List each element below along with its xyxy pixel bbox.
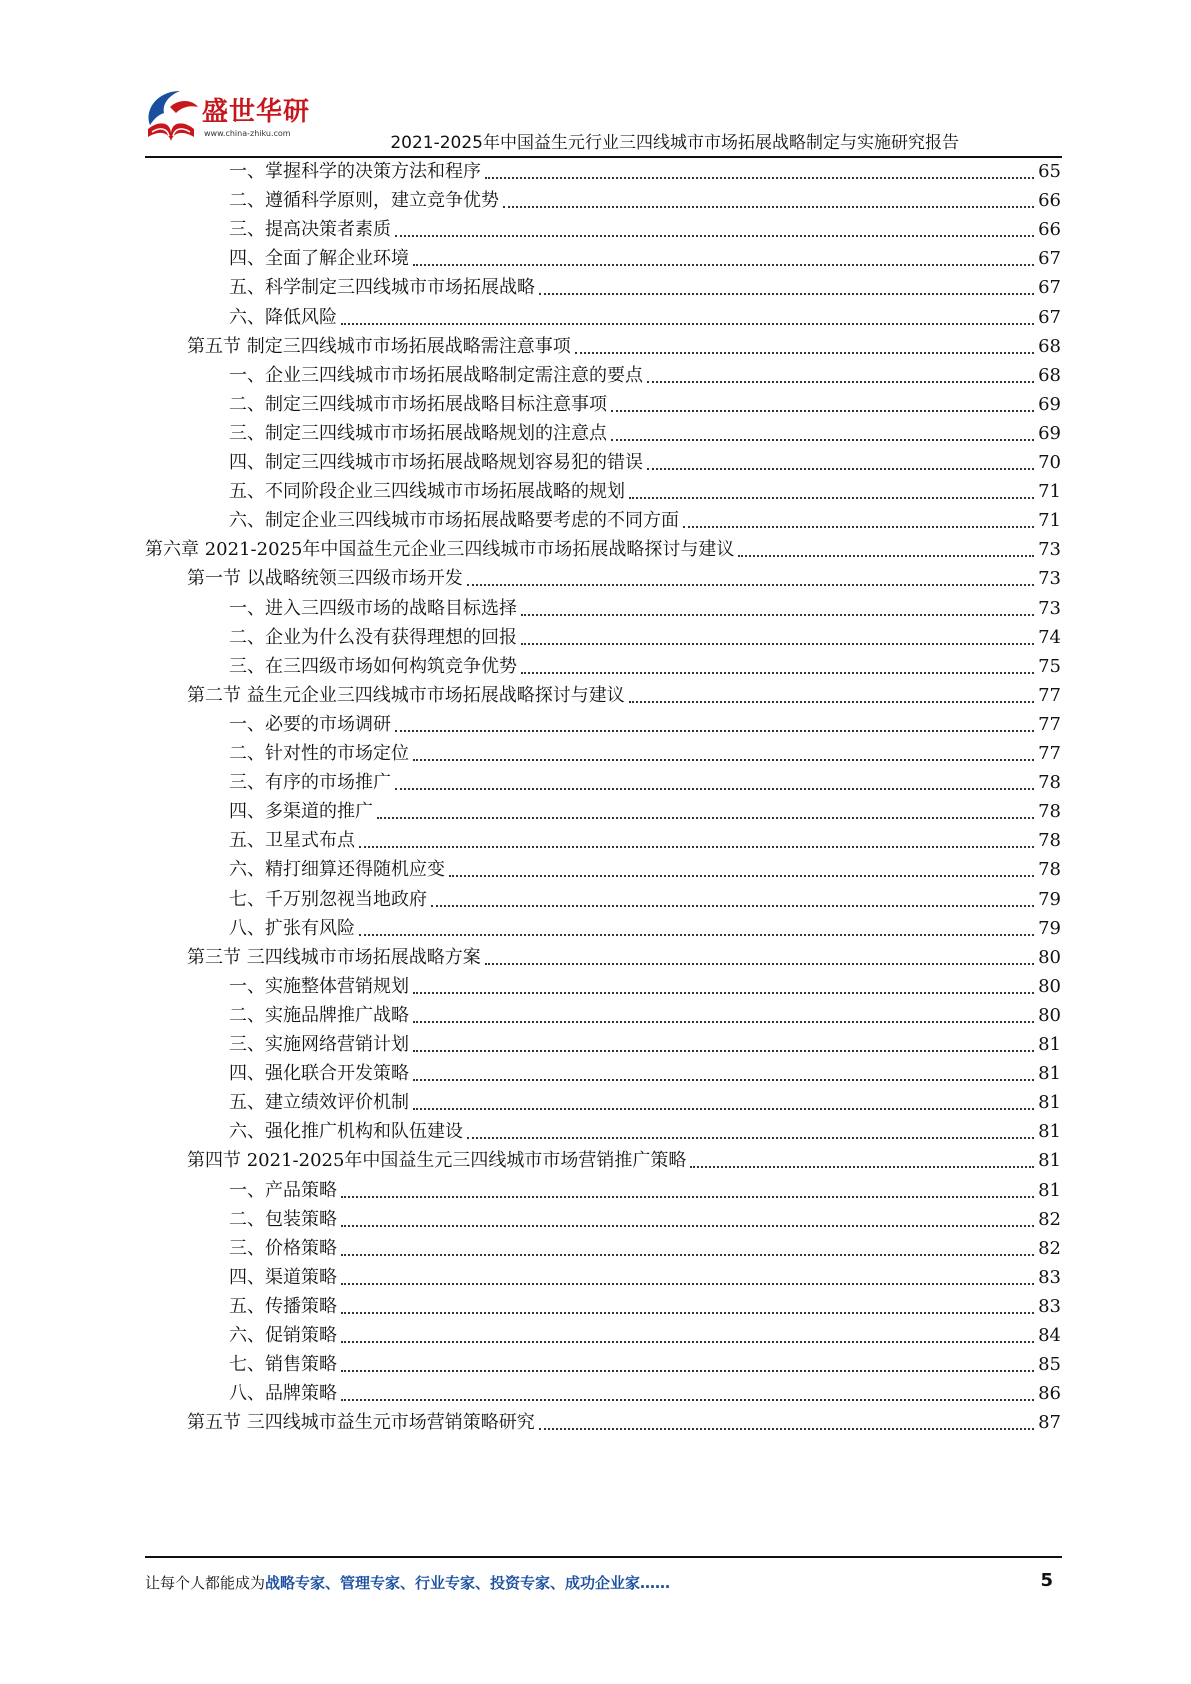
toc-entry-page: 77 xyxy=(1038,684,1061,706)
toc-entry-title: 三、有序的市场推广 xyxy=(229,772,391,794)
toc-entry-page: 75 xyxy=(1038,655,1061,677)
toc-entry[interactable] xyxy=(229,1031,1061,1059)
company-logo xyxy=(140,85,340,150)
toc-dot-leader xyxy=(413,1108,1034,1110)
toc-entry-title: 六、制定企业三四线城市市场拓展战略要考虑的不同方面 xyxy=(229,510,679,532)
toc-entry[interactable] xyxy=(229,595,1061,623)
toc-entry[interactable] xyxy=(229,449,1061,477)
toc-entry[interactable] xyxy=(229,1351,1061,1379)
toc-entry-title: 五、建立绩效评价机制 xyxy=(229,1092,409,1114)
toc-entry[interactable] xyxy=(229,1060,1061,1088)
toc-entry-page: 78 xyxy=(1038,859,1061,881)
toc-dot-leader xyxy=(690,1166,1034,1168)
toc-dot-leader xyxy=(395,235,1034,237)
toc-entry[interactable] xyxy=(229,624,1061,652)
toc-entry-page: 71 xyxy=(1038,510,1061,532)
toc-entry-page: 78 xyxy=(1038,772,1061,794)
toc-entry[interactable] xyxy=(187,333,1061,361)
toc-dot-leader xyxy=(521,643,1034,645)
toc-dot-leader xyxy=(611,410,1034,412)
toc-dot-leader xyxy=(341,1399,1034,1401)
toc-entry[interactable] xyxy=(229,973,1061,1001)
toc-entry-page: 81 xyxy=(1038,1150,1061,1172)
toc-entry-title: 第五节 三四线城市益生元市场营销策略研究 xyxy=(187,1412,535,1434)
toc-entry-page: 80 xyxy=(1038,946,1061,968)
toc-entry[interactable] xyxy=(229,274,1061,302)
toc-entry[interactable] xyxy=(229,478,1061,506)
toc-entry[interactable] xyxy=(187,682,1061,710)
toc-dot-leader xyxy=(611,439,1034,441)
toc-entry[interactable] xyxy=(229,915,1061,943)
toc-dot-leader xyxy=(539,1428,1034,1430)
toc-entry-page: 82 xyxy=(1038,1237,1061,1259)
toc-entry-title: 六、促销策略 xyxy=(229,1325,337,1346)
toc-dot-leader xyxy=(413,759,1034,761)
toc-entry-page: 67 xyxy=(1038,248,1061,270)
toc-dot-leader xyxy=(359,846,1034,848)
toc-dot-leader xyxy=(647,468,1034,470)
toc-entry-page: 84 xyxy=(1038,1325,1061,1346)
toc-entry[interactable] xyxy=(229,304,1061,332)
toc-dot-leader xyxy=(521,614,1034,616)
toc-entry[interactable] xyxy=(229,1177,1061,1205)
toc-entry[interactable] xyxy=(229,1264,1061,1292)
toc-dot-leader xyxy=(539,293,1034,295)
toc-entry[interactable] xyxy=(229,1002,1061,1030)
toc-entry[interactable] xyxy=(229,856,1061,884)
toc-entry[interactable] xyxy=(187,565,1061,593)
toc-entry-page: 78 xyxy=(1038,801,1061,823)
toc-entry-title: 一、掌握科学的决策方法和程序 xyxy=(229,161,481,182)
toc-dot-leader xyxy=(341,1196,1034,1198)
toc-entry[interactable] xyxy=(229,507,1061,535)
toc-dot-leader xyxy=(485,963,1034,965)
toc-entry[interactable] xyxy=(229,245,1061,273)
toc-dot-leader xyxy=(341,323,1034,325)
toc-dot-leader xyxy=(738,555,1034,557)
toc-entry-page: 69 xyxy=(1038,422,1061,444)
toc-entry-page: 79 xyxy=(1038,917,1061,939)
slogan-lead: 让每个人都能成为 xyxy=(145,1574,266,1592)
toc-entry-title: 五、卫星式布点 xyxy=(229,830,355,852)
toc-entry-page: 67 xyxy=(1038,306,1061,328)
toc-dot-leader xyxy=(341,1225,1034,1227)
toc-entry-title: 四、渠道策略 xyxy=(229,1266,337,1288)
toc-entry[interactable] xyxy=(229,711,1061,739)
toc-entry-title: 八、扩张有风险 xyxy=(229,917,355,939)
toc-entry-page: 70 xyxy=(1038,452,1061,473)
toc-entry-title: 六、精打细算还得随机应变 xyxy=(229,859,445,881)
toc-entry[interactable] xyxy=(229,1293,1061,1321)
toc-entry-page: 77 xyxy=(1038,713,1061,735)
toc-dot-leader xyxy=(341,1283,1034,1285)
toc-dot-leader xyxy=(503,206,1034,208)
toc-entry-page: 77 xyxy=(1038,743,1061,764)
toc-entry-page: 81 xyxy=(1038,1179,1061,1201)
toc-entry[interactable] xyxy=(229,420,1061,448)
toc-entry-title: 七、千万别忽视当地政府 xyxy=(229,888,427,910)
toc-dot-leader xyxy=(647,381,1034,383)
toc-entry-page: 68 xyxy=(1038,335,1061,357)
toc-entry[interactable] xyxy=(229,187,1061,215)
toc-entry-title: 四、多渠道的推广 xyxy=(229,801,373,823)
toc-entry-page: 66 xyxy=(1038,190,1061,212)
toc-entry-title: 三、价格策略 xyxy=(229,1237,337,1259)
toc-dot-leader xyxy=(575,352,1034,354)
toc-dot-leader xyxy=(521,672,1034,674)
toc-dot-leader xyxy=(377,817,1034,819)
toc-dot-leader xyxy=(395,730,1034,732)
toc-dot-leader xyxy=(485,177,1034,179)
toc-entry-page: 73 xyxy=(1038,597,1061,619)
toc-entry-page: 80 xyxy=(1038,975,1061,997)
toc-dot-leader xyxy=(341,1254,1034,1256)
toc-entry[interactable] xyxy=(229,769,1061,797)
toc-dot-leader xyxy=(359,934,1034,936)
toc-entry[interactable] xyxy=(229,391,1061,419)
toc-entry-page: 82 xyxy=(1038,1208,1061,1230)
toc-entry-title: 二、制定三四线城市市场拓展战略目标注意事项 xyxy=(229,393,607,415)
toc-entry-page: 68 xyxy=(1038,364,1061,386)
toc-entry[interactable] xyxy=(229,1380,1061,1408)
toc-dot-leader xyxy=(467,584,1034,586)
toc-entry[interactable] xyxy=(229,1322,1061,1350)
toc-entry-title: 三、在三四级市场如何构筑竞争优势 xyxy=(229,655,517,677)
toc-entry-title: 一、实施整体营销规划 xyxy=(229,975,409,997)
toc-dot-leader xyxy=(629,497,1034,499)
toc-entry[interactable] xyxy=(229,1206,1061,1234)
toc-entry-title: 二、包装策略 xyxy=(229,1208,337,1230)
toc-entry-page: 83 xyxy=(1038,1295,1061,1317)
toc-entry[interactable] xyxy=(145,536,1061,564)
toc-entry-page: 71 xyxy=(1038,481,1061,503)
logo-name: 盛世华研 xyxy=(202,97,311,127)
toc-entry-page: 81 xyxy=(1038,1121,1061,1143)
toc-entry-page: 81 xyxy=(1038,1092,1061,1114)
toc-dot-leader xyxy=(431,905,1034,907)
toc-entry-title: 五、不同阶段企业三四线城市市场拓展战略的规划 xyxy=(229,481,625,503)
toc-dot-leader xyxy=(449,875,1034,877)
toc-dot-leader xyxy=(413,1021,1034,1023)
toc-entry-page: 83 xyxy=(1038,1266,1061,1288)
toc-entry-title: 四、强化联合开发策略 xyxy=(229,1063,409,1085)
toc-entry-page: 73 xyxy=(1038,568,1061,590)
toc-entry-title: 三、实施网络营销计划 xyxy=(229,1034,409,1055)
toc-entry-title: 第五节 制定三四线城市市场拓展战略需注意事项 xyxy=(187,335,571,357)
logo-url: www.china-zhiku.com xyxy=(204,129,291,138)
toc-dot-leader xyxy=(341,1312,1034,1314)
toc-entry-page: 74 xyxy=(1038,626,1061,648)
toc-entry-title: 五、科学制定三四线城市市场拓展战略 xyxy=(229,277,535,299)
toc-dot-leader xyxy=(629,701,1034,703)
toc-entry[interactable] xyxy=(229,362,1061,390)
toc-dot-leader xyxy=(467,1137,1034,1139)
toc-entry-page: 81 xyxy=(1038,1063,1061,1085)
toc-entry-title: 第一节 以战略统领三四级市场开发 xyxy=(187,568,463,590)
toc-entry-title: 第四节 2021-2025年中国益生元三四线城市市场营销推广策略 xyxy=(187,1150,687,1172)
toc-entry-title: 第三节 三四线城市市场拓展战略方案 xyxy=(187,946,481,968)
toc-entry-title: 一、产品策略 xyxy=(229,1179,337,1201)
toc-entry-title: 三、制定三四线城市市场拓展战略规划的注意点 xyxy=(229,422,607,444)
toc-dot-leader xyxy=(413,264,1034,266)
page-header xyxy=(0,0,1191,160)
toc-entry[interactable] xyxy=(229,653,1061,681)
toc-entry-title: 二、企业为什么没有获得理想的回报 xyxy=(229,626,517,648)
toc-entry[interactable] xyxy=(187,1409,1061,1437)
slogan-highlight: 战略专家、管理专家、行业专家、投资专家、成功企业家…… xyxy=(265,1574,671,1592)
toc-entry-page: 87 xyxy=(1038,1412,1061,1434)
toc-entry-title: 六、强化推广机构和队伍建设 xyxy=(229,1121,463,1143)
toc-entry-title: 二、实施品牌推广战略 xyxy=(229,1004,409,1026)
page-number: 5 xyxy=(1040,1570,1053,1591)
toc-entry-title: 五、传播策略 xyxy=(229,1295,337,1317)
toc-entry-page: 78 xyxy=(1038,830,1061,852)
toc-entry[interactable] xyxy=(229,158,1061,186)
toc-entry-title: 三、提高决策者素质 xyxy=(229,219,391,241)
report-title: 2021-2025年中国益生元行业三四线城市市场拓展战略制定与实施研究报告 xyxy=(390,133,959,153)
toc-entry-title: 一、企业三四线城市市场拓展战略制定需注意的要点 xyxy=(229,364,643,386)
toc-entry-page: 85 xyxy=(1038,1354,1061,1376)
toc-entry[interactable] xyxy=(187,1147,1061,1175)
toc-dot-leader xyxy=(413,1079,1034,1081)
toc-entry[interactable] xyxy=(229,1235,1061,1263)
toc-entry[interactable] xyxy=(229,827,1061,855)
toc-entry-title: 四、全面了解企业环境 xyxy=(229,248,409,270)
toc-entry[interactable] xyxy=(229,798,1061,826)
toc-entry[interactable] xyxy=(187,944,1061,972)
toc-dot-leader xyxy=(341,1370,1034,1372)
toc-entry-page: 67 xyxy=(1038,277,1061,299)
logo-emblem-icon xyxy=(140,85,202,147)
toc-entry-title: 第二节 益生元企业三四线城市市场拓展战略探讨与建议 xyxy=(187,684,625,706)
toc-entry-page: 79 xyxy=(1038,888,1061,910)
toc-entry-page: 86 xyxy=(1038,1383,1061,1405)
toc-entry-page: 73 xyxy=(1038,539,1061,561)
toc-dot-leader xyxy=(395,788,1034,790)
toc-entry-page: 66 xyxy=(1038,219,1061,241)
toc-dot-leader xyxy=(683,526,1034,528)
toc-entry-title: 第六章 2021-2025年中国益生元企业三四线城市市场拓展战略探讨与建议 xyxy=(145,539,735,561)
toc-entry[interactable] xyxy=(229,740,1061,768)
toc-entry-page: 81 xyxy=(1038,1034,1061,1055)
toc-dot-leader xyxy=(413,1050,1034,1052)
toc-entry-title: 二、针对性的市场定位 xyxy=(229,743,409,764)
toc-entry-title: 四、制定三四线城市市场拓展战略规划容易犯的错误 xyxy=(229,452,643,473)
toc-entry-page: 69 xyxy=(1038,393,1061,415)
toc-entry-title: 一、必要的市场调研 xyxy=(229,713,391,735)
toc-entry[interactable] xyxy=(229,1089,1061,1117)
toc-entry[interactable] xyxy=(229,216,1061,244)
toc-dot-leader xyxy=(341,1341,1034,1343)
toc-entry-title: 八、品牌策略 xyxy=(229,1383,337,1405)
toc-dot-leader xyxy=(413,992,1034,994)
footer-divider xyxy=(145,1556,1062,1558)
toc-entry[interactable] xyxy=(229,886,1061,914)
toc-entry-page: 80 xyxy=(1038,1004,1061,1026)
footer-slogan xyxy=(145,1572,670,1593)
toc-entry-title: 六、降低风险 xyxy=(229,306,337,328)
toc-entry-title: 一、进入三四级市场的战略目标选择 xyxy=(229,597,517,619)
toc-entry-title: 二、遵循科学原则，建立竞争优势 xyxy=(229,190,499,212)
toc-entry-title: 七、销售策略 xyxy=(229,1354,337,1376)
toc-entry[interactable] xyxy=(229,1118,1061,1146)
toc-entry-page: 65 xyxy=(1038,161,1061,182)
